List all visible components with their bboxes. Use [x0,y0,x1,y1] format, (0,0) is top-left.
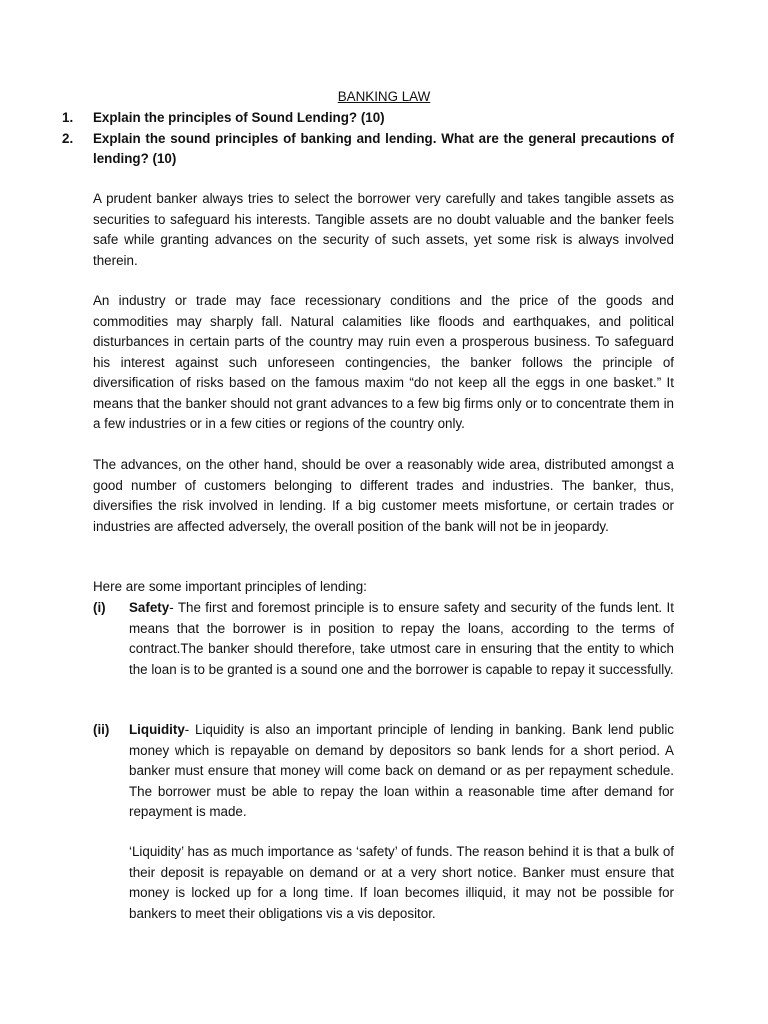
principle-liquidity [93,720,674,823]
question-item [62,108,674,129]
paragraph-prudent-banker: A prudent banker always tries to select the borrower very carefully and takes tangible assets as securities to safeguard his interests. Tangible assets are no doubt valuable and the banker feels safe while granting advances on the security of such assets, yet some risk is always involved therein. [93,191,674,268]
principle-body [129,598,674,680]
principle-text: - The first and foremost principle is to ensure safety and security of the funds lent. It means that the borrower is in position to repay the loans, according to the terms of contract.The banker should therefore, take utmost care in ensuring that the entity to which the loan is to be granted is a sound one and the borrower is capable to repay it successfully. [129,600,674,677]
question-number: 1. [62,110,74,125]
paragraph-advances: The advances, on the other hand, should be over a reasonably wide area, distributed amongst a good number of customers belonging to different trades and industries. The banker, thus, diversifies the risk involved in lending. If a big customer meets misfortune, or certain trades or industries are affected adversely, the overall position of the bank will not be in jeopardy. [93,457,674,534]
paragraph-diversification: An industry or trade may face recessionary conditions and the price of the goods and commodities may sharply fall. Natural calamities like floods and earthquakes, and political disturbances in certain parts of the country may ruin even a prosperous business. To safeguard his interest against such unforeseen contingencies, the banker follows the principle of diversification of risks based on the famous maxim “do not keep all the eggs in one basket.” It means that the banker should not grant advances to a few big firms only or to concentrate them in a few industries or in a few cities or regions of the country only. [93,293,674,431]
principle-label: (ii) [93,722,110,737]
principle-term: Liquidity [129,722,185,737]
principle-label: (i) [93,600,106,615]
principle-term: Safety [129,600,170,615]
principle-body [129,720,674,823]
principle-text: - Liquidity is also an important principle of lending in banking. Bank lend public money which is repayable on demand by depositors so bank lends for a short period. A banker must ensure that money will come back on demand or as per repayment schedule. The borrower must be able to repay the loan within a reasonable time after demand for repayment is made. [129,722,674,819]
paragraph-principles-intro: Here are some important principles of lending: [93,579,367,594]
question-list [62,108,674,170]
question-text: Explain the principles of Sound Lending? (10) [93,110,385,125]
principle-safety [93,598,674,680]
question-text: Explain the sound principles of banking and lending. What are the general precautions of lending? (10) [93,130,674,166]
paragraph-liquidity-importance: ‘Liquidity’ has as much importance as ‘safety’ of funds. The reason behind it is that a bulk of their deposit is repayable on demand or at a very short notice. Banker must ensure that money is locked up for a long time. If loan becomes illiquid, it may not be possible for bankers to meet their obligations vis a vis depositor. [129,844,674,921]
question-number: 2. [62,130,74,146]
page-title: BANKING LAW [337,89,431,104]
question-item [62,129,674,170]
